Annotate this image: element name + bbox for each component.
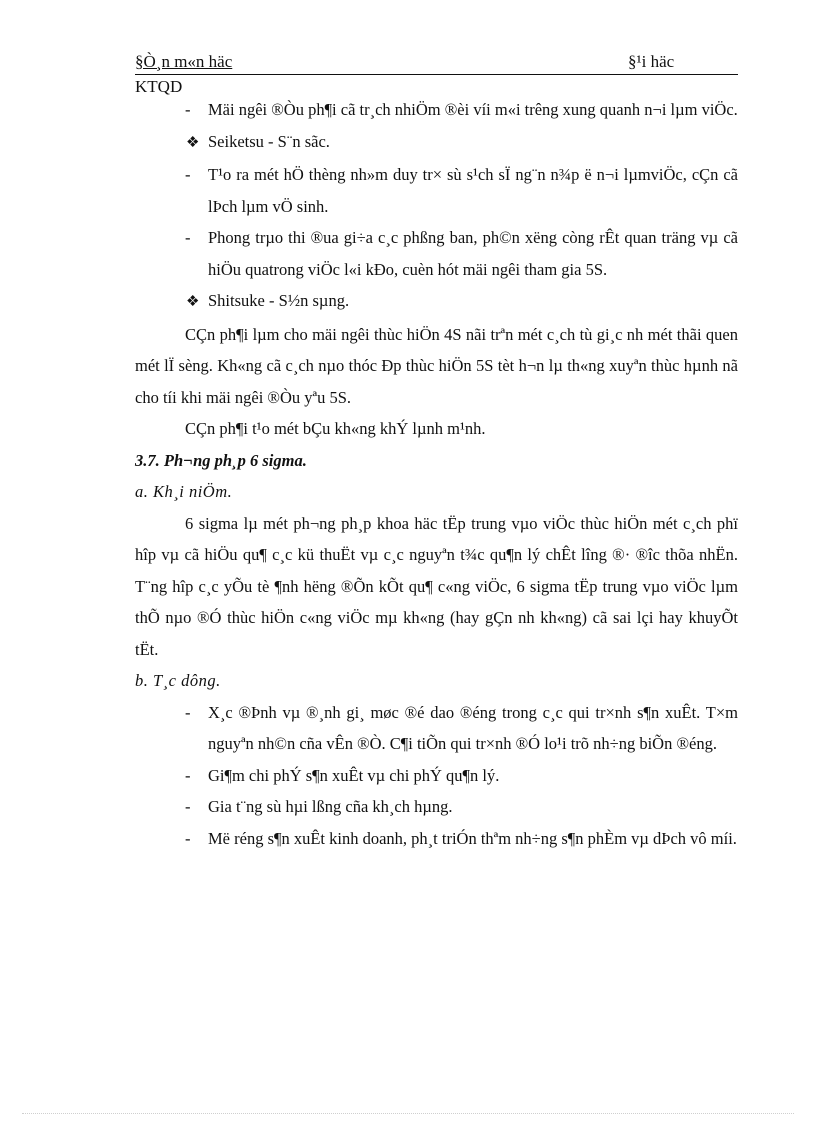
star-list-item — [135, 285, 738, 319]
block-text: Shitsuke - S½n sµng. — [208, 291, 350, 310]
block-text: b. T¸c dông. — [135, 671, 221, 690]
dash-list-item — [135, 159, 738, 222]
dash-list-item — [135, 791, 738, 823]
block-text: 6 sigma lµ mét ph¬ng ph¸p khoa häc tËp trung vµo viÖc thùc hiÖn mét c¸ch phï hîp vµ cã hiÖu qu¶ c¸c kü thuËt vµ c¸c nguyªn t¾c qu¶n lý chÊt lîng ®· ®îc thõa nhËn. T¨ng hîp c¸c yÕu tè ¶nh hëng ®Õn kÕt qu¶ c«ng viÖc, 6 sigma tËp trung vµo viÖc lµm thÕ nµo ®Ó thùc hiÖn c«ng viÖc mµ kh«ng (hay gÇn nh kh«ng) cã sai lçi hay khuyÕt tËt. — [135, 513, 738, 659]
block-text: Phong trµo thi ®ua gi÷a c¸c phßng ban, ph©n xëng còng rÊt quan träng vµ cã hiÖu quatrong viÖc l«i kÐo, cuèn hót mäi ngêi tham gia 5S. — [208, 228, 738, 279]
paragraph — [135, 508, 738, 666]
page-bottom-rule — [22, 1113, 794, 1114]
block-text: CÇn ph¶i lµm cho mäi ngêi thùc hiÖn 4S nãi trªn mét c¸ch tù gi¸c nh mét thãi quen mét lÏ sèng. Kh«ng cã c¸ch nµo thóc Ðp thùc hiÖn 5S tèt h¬n lµ th«ng xuyªn thùc hµnh nã cho tíi khi mäi ngêi ®Òu yªu 5S. — [135, 324, 738, 407]
subsection-heading — [135, 665, 738, 697]
block-text: X¸c ®Þnh vµ ®¸nh gi¸ møc ®é dao ®éng trong c¸c qui tr×nh s¶n xuÊt. T×m nguyªn nh©n cña vÊn ®Ò. C¶i tiÕn qui tr×nh ®Ó lo¹i trõ nh÷ng biÕn ®éng. — [208, 702, 738, 753]
dash-bullet: - — [185, 165, 191, 184]
diamond-bullet-icon: ❖ — [186, 294, 200, 310]
block-text: T¹o ra mét hÖ thèng nh»m duy tr× sù s¹ch sÏ ng¨n n¾p ë n¬i lµmviÖc, cÇn cã lÞch lµm vÖ sinh. — [208, 165, 738, 216]
dash-bullet: - — [185, 765, 191, 785]
block-text: 3.7. Ph¬ng ph¸p 6 sigma. — [135, 450, 307, 470]
dash-bullet: - — [185, 797, 191, 816]
dash-bullet: - — [185, 228, 191, 247]
block-text: CÇn ph¶i t¹o mét bÇu kh«ng khÝ lµnh m¹nh. — [185, 419, 486, 438]
section-heading — [135, 445, 738, 477]
dash-list-item — [135, 697, 738, 760]
dash-list-item — [135, 823, 738, 855]
paragraph — [135, 319, 738, 414]
dash-list-item — [135, 222, 738, 285]
block-text: Mäi ngêi ®Òu ph¶i cã tr¸ch nhiÖm ®èi víi m«i trêng xung quanh n¬i lµm viÖc. — [208, 100, 738, 119]
page-header — [135, 52, 738, 75]
header-continuation: KTQD — [135, 77, 183, 96]
dash-list-item — [135, 94, 738, 126]
dash-bullet: - — [185, 100, 191, 119]
header-left-text: §Ò¸n m«n häc — [135, 52, 233, 71]
document-body — [135, 94, 738, 854]
block-text: a. Kh¸i niÖm. — [135, 482, 233, 501]
block-text: Gia t¨ng sù hµi lßng cña kh¸ch hµng. — [208, 797, 453, 816]
block-text: Seiketsu - S¨n sãc. — [208, 131, 330, 151]
block-text: Gi¶m chi phÝ s¶n xuÊt vµ chi phÝ qu¶n lý. — [208, 765, 500, 785]
block-text: Më réng s¶n xuÊt kinh doanh, ph¸t triÓn thªm nh÷ng s¶n phÈm vµ dÞch vô míi. — [208, 828, 737, 848]
dash-bullet: - — [185, 828, 191, 848]
subsection-heading — [135, 476, 738, 508]
paragraph — [135, 413, 738, 445]
dash-bullet: - — [185, 702, 191, 722]
header-right-text: §¹i häc — [628, 52, 675, 71]
star-list-item — [135, 126, 738, 160]
dash-list-item — [135, 760, 738, 792]
diamond-bullet-icon: ❖ — [186, 134, 200, 151]
